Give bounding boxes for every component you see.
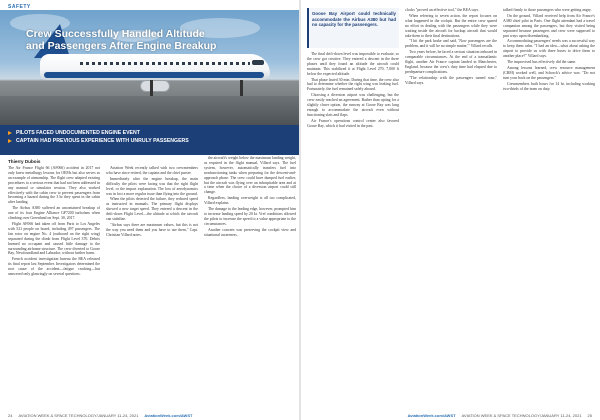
left-footer xyxy=(8,413,192,418)
paragraph: Aviation Week recently talked with two crewmembers who have since retired, the captain and the chief purser. xyxy=(106,166,198,175)
aircraft-engine xyxy=(140,80,170,92)
paragraph: Crewmembers built hours for 14 hr, including working two-thirds of the team on duty. xyxy=(503,81,595,91)
article-deck xyxy=(0,125,299,155)
deck-line xyxy=(8,137,291,145)
paragraph: Another concern was preserving the cockpit view and situational awareness. xyxy=(204,227,296,237)
website-link[interactable]: AviationWeek.com/AWST xyxy=(144,413,193,418)
aircraft-windows xyxy=(80,62,250,65)
page-number: 25 xyxy=(587,413,592,418)
left-page xyxy=(0,0,299,420)
paragraph: The improvised bus effectively did the same. xyxy=(507,60,577,65)
paragraph: That phase lasted 30 min. During that time, the crew also had to determine whether the right wing was leaking fuel. Fortunately, the fuel remained safely aboard. xyxy=(307,77,399,92)
paragraph: Two years before, he faced a serious situation onboard in comparable circumstances. At the end of a transatlantic flight, another Air France captain landed in Manchester, England, because the crew's duty time had elapsed due to predeparture complications. xyxy=(405,50,497,74)
byline: Thierry Dubois xyxy=(8,159,41,164)
article-headline: Crew Successfully Handled Altitude and Passengers After Engine Breakup xyxy=(26,28,217,52)
paragraph: talked firmly to those passengers who were getting angry. xyxy=(503,8,592,12)
paragraph: The final drift-down level was impossible to evaluate, so the crew got creative. They entered a descent in the three phases until they found an altitude the aircraft could maintain. This stabilized it at Flight Level 270, 7,000 ft below the expected altitude. xyxy=(307,52,399,76)
runway xyxy=(0,96,299,125)
deck-line xyxy=(8,129,291,137)
landing-gear xyxy=(150,80,153,96)
deck-line-text: CAPTAIN HAD PREVIOUS EXPERIENCE WITH UNRULY PASSENGERS xyxy=(16,138,189,144)
paragraph: clocks "proved an effective tool," the BEA says. xyxy=(405,8,480,12)
paragraph: "I hit the park brake and said, 'Now passengers are the problem, and it will be no simple matter,'" Villard recalls. xyxy=(405,39,497,49)
paragraph: Flight AF066 had taken off from Paris to Los Angeles with 521 people on board, including 497 passengers. The fan rotor on engine No. 4 (outboard on the right wing) separated during the climb from Flight Level 370. Debris harmed no occupant and caused little damage to the surrounding airframe structure. The crew diverted to Goose Bay, Newfoundland and Labrador, without further harm. xyxy=(8,221,100,256)
body-column-2 xyxy=(405,8,497,130)
aircraft-livery-stripe xyxy=(44,72,264,78)
paragraph: When the pilots detected the failure, they reduced speed as instructed in manuals. The primary flight displays showed a new target speed. They entered a descent in the drift-down Flight Level—the altitude at which the aircraft can stabilize. xyxy=(106,197,198,222)
paragraph: Regardless, landing overweight is all too complicated, Villard explains. xyxy=(204,196,296,206)
body-column-1 xyxy=(307,8,399,130)
page-number: 24 xyxy=(8,413,13,418)
paragraph: Air France's operations control center also favored Goose Bay, which it had visited in the past. xyxy=(307,118,399,128)
website-link[interactable]: AviationWeek.com/AWST xyxy=(407,413,456,418)
body-column-2 xyxy=(106,166,198,278)
masthead: AVIATION WEEK & SPACE TECHNOLOGY/JANUARY 11-24, 2021 xyxy=(18,413,139,418)
paragraph: The Airbus A380 suffered an uncontained breakup of one of its four Engine Alliance GP7200 turbofans when climbing over Greenland on Sept. 30, 2017. xyxy=(8,206,100,221)
landing-gear xyxy=(240,80,243,96)
paragraph: "Airbus says there are maximum values, but this is not the way you need them and you have to use them," Capt. Christian Villard notes. xyxy=(106,222,198,237)
paragraph: Immediately after the engine breakup, the main difficulty the pilots were facing was that the right flight level, or the impact explanation. The loss of aerodynamics was in fact a more regular issue than flying into the ground. xyxy=(106,176,198,196)
caption-box xyxy=(307,8,399,48)
masthead: AVIATION WEEK & SPACE TECHNOLOGY/JANUARY 11-24, 2021 xyxy=(461,413,582,418)
paragraph: the aircraft's weight below the maximum landing weight, as required in the flight manual, Villard says. The fuel system, however, automatically transfers fuel into nonfunctioning tanks when preparing for the descent-and-approach phase. The crew could have dumped fuel earlier, but the aircraft was flying over an inhospitable area and at a time when the choice of a diversion airport could still change. xyxy=(204,156,296,195)
hero-image-a380 xyxy=(0,10,299,125)
right-page-columns xyxy=(307,8,595,130)
paragraph: "The relationship with the passengers turned sour," Villard says. xyxy=(405,75,497,85)
paragraph: Choosing a diversion airport was challenging, but the crew easily reached an agreement. Rather than opting for a slightly closer option, the runway at Goose Bay was long enough to accommodate the aircraft even without functioning slats and flaps. xyxy=(307,93,399,117)
photo-caption: Goose Bay Airport could technically accommodate the Airbus A380 but had no capacity for the passengers. xyxy=(312,11,396,28)
right-footer xyxy=(408,413,592,418)
right-page xyxy=(301,0,600,420)
paragraph: When referring to seven action, the report focuses on what happened in the cockpit. But the entire crew spared no effort in dealing with the passengers while they were waiting inside the aircraft for backup aircraft that would take them to their final destinations. xyxy=(405,13,497,38)
paragraph: Accommodating passengers' needs was a successful way to keep them calm. "I had an idea—what about asking the airport to provide us with three buses to drive them to another place?" Villard says. xyxy=(503,39,595,59)
body-column-3 xyxy=(503,8,595,130)
arrow-icon xyxy=(8,131,12,135)
deck-line-text: PILOTS FACED UNDOCUMENTED ENGINE EVENT xyxy=(16,130,140,136)
body-column-3 xyxy=(204,156,296,278)
aircraft-cockpit xyxy=(252,60,264,65)
paragraph: French accident investigation bureau the BEA released its final report last September. Investigators determined the root cause of the accident—fatigue cracking—but answered only glancingly on several questions. xyxy=(8,257,100,277)
section-label: SAFETY xyxy=(8,4,31,10)
paragraph: The Air France Flight 66 (AF066) accident in 2017 not only knew metallurgy lessons for OEMs but also serves as an example of airmanship. The flight crew adapted existing procedures to a serious event that had not been addressed in any manual or simulator session. They also worked effectively with the cabin crew to prevent passengers from becoming a hazard during the 3 hr they spent in the cabin after landing. xyxy=(8,166,101,205)
paragraph: Among lessons learned, crew resource management (CRM) worked well, and Schorck's advice was: "Do not turn your back on the passengers." xyxy=(503,65,595,80)
paragraph: The damage to the leading edge, however, prompted him to increase landing speed by 20 kt. Vref conditions allowed the pilots to increase the speed to a value appropriate to the circumstances. xyxy=(204,207,296,226)
arrow-icon xyxy=(8,139,12,143)
paragraph: On the ground, Villard received help from Air France's A380 chief pilot in Paris. One flight attendant had a travel companion among the passengers, but they visited being separated because passengers and crew were supposed to part ways upon disembarking. xyxy=(503,13,595,38)
body-column-1 xyxy=(8,166,100,278)
